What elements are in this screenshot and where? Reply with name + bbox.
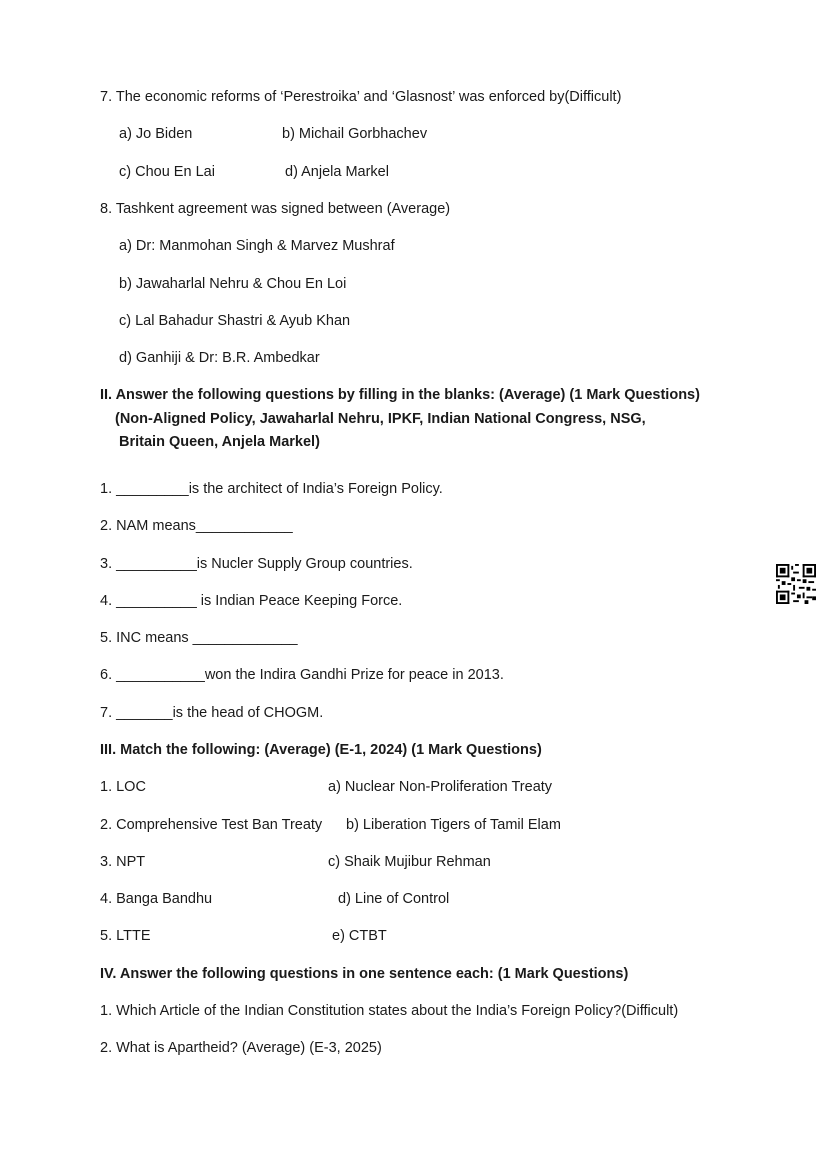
one-sentence-question-1: 1. Which Article of the Indian Constitution states about the India’s Foreign Policy?(Difficult) xyxy=(100,1003,679,1019)
q8-option-c: c) Lal Bahadur Shastri & Ayub Khan xyxy=(119,313,351,329)
blank-question-3: 3. __________is Nucler Supply Group countries. xyxy=(100,556,413,572)
q7-option-d: d) Anjela Markel xyxy=(285,164,389,180)
question-8: 8. Tashkent agreement was signed between (Average) xyxy=(100,201,451,217)
match-right-d: d) Line of Control xyxy=(338,891,450,907)
blank-question-7: 7. _______is the head of CHOGM. xyxy=(100,705,324,721)
section-3-heading: III. Match the following: (Average) (E-1, 2024) (1 Mark Questions) xyxy=(100,742,542,758)
q7-option-c: c) Chou En Lai xyxy=(119,164,215,180)
match-right-a: a) Nuclear Non-Proliferation Treaty xyxy=(328,779,553,795)
section-2-options-line1: (Non-Aligned Policy, Jawaharlal Nehru, IPKF, Indian National Congress, NSG, xyxy=(115,411,646,427)
q7-option-b: b) Michail Gorbhachev xyxy=(282,126,428,142)
blank-question-5: 5. INC means _____________ xyxy=(100,630,298,646)
q8-option-d: d) Ganhiji & Dr: B.R. Ambedkar xyxy=(119,350,320,366)
section-4-heading: IV. Answer the following questions in one sentence each: (1 Mark Questions) xyxy=(100,966,629,982)
blank-question-1: 1. _________is the architect of India’s Foreign Policy. xyxy=(100,481,443,497)
match-right-c: c) Shaik Mujibur Rehman xyxy=(328,854,491,870)
one-sentence-question-2: 2. What is Apartheid? (Average) (E-3, 2025) xyxy=(100,1040,382,1056)
blank-question-2: 2. NAM means____________ xyxy=(100,518,293,534)
match-left-2: 2. Comprehensive Test Ban Treaty xyxy=(100,817,323,833)
q8-option-a: a) Dr: Manmohan Singh & Marvez Mushraf xyxy=(119,238,395,254)
match-left-4: 4. Banga Bandhu xyxy=(100,891,213,907)
qr-code-icon xyxy=(776,564,816,604)
question-7: 7. The economic reforms of ‘Perestroika’ and ‘Glasnost’ was enforced by(Difficult) xyxy=(100,89,622,105)
blank-question-6: 6. ___________won the Indira Gandhi Prize for peace in 2013. xyxy=(100,667,504,683)
match-left-3: 3. NPT xyxy=(100,854,146,870)
match-left-5: 5. LTTE xyxy=(100,928,151,944)
match-left-1: 1. LOC xyxy=(100,779,146,795)
q8-option-b: b) Jawaharlal Nehru & Chou En Loi xyxy=(119,276,347,292)
q7-option-a: a) Jo Biden xyxy=(119,126,193,142)
match-right-e: e) CTBT xyxy=(332,928,387,944)
section-2-options-line2: Britain Queen, Anjela Markel) xyxy=(119,434,320,450)
section-2-heading: II. Answer the following questions by filling in the blanks: (Average) (1 Mark Questions) xyxy=(100,387,700,403)
blank-question-4: 4. __________ is Indian Peace Keeping Force. xyxy=(100,593,403,609)
match-right-b: b) Liberation Tigers of Tamil Elam xyxy=(346,817,561,833)
